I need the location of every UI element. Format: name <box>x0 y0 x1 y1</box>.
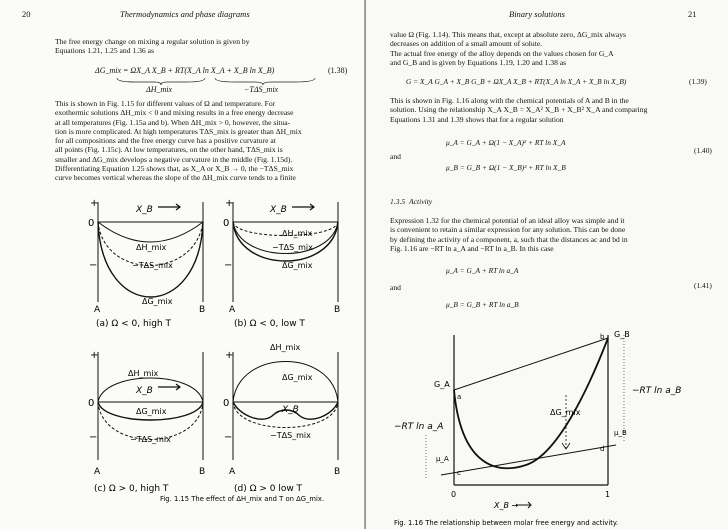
panel-b-gmix-label: ΔG_mix <box>282 261 313 270</box>
label-gmix: ΔG_mix <box>550 408 581 417</box>
text-line: solution. Using the relationship X_A X_B = X_A² X_B + X_B² X_A and comparing <box>390 105 648 115</box>
panel-c-plus: + <box>90 350 99 361</box>
text-line: smaller and ΔG_mix develops a negative curvature in the middle (Fig. 1.15d). <box>55 154 293 164</box>
label-d: d <box>600 445 605 453</box>
right-page <box>366 0 728 529</box>
equation-1-40-b: μ_B = G_B + Ω(1 − X_B)² + RT ln X_B <box>446 163 566 172</box>
label-rtlna-a: −RT ln a_A <box>394 422 444 432</box>
panel-a-label-b: B <box>199 305 206 315</box>
text-line: by defining the activity of a component, a, such that the distances ac and bd in <box>390 234 628 244</box>
free-energy-curve <box>454 338 608 468</box>
paragraph-2 <box>390 96 720 124</box>
panel-a-arrow <box>158 204 180 210</box>
panel-a-plus: + <box>90 198 99 209</box>
label-mub: μ_B <box>614 429 627 437</box>
text-line: Equations 1.21, 1.25 and 1.36 as <box>55 46 154 56</box>
panel-a-minus: − <box>89 260 98 271</box>
figure-1-15 <box>0 190 366 529</box>
and-text: and <box>390 283 401 292</box>
running-head-right: Binary solutions <box>509 9 565 19</box>
panel-d-xb: X_B <box>282 405 299 415</box>
text-line: Differentiating Equation 1.25 shows that, as X_A or X_B → 0, the −TΔS_mix <box>55 163 294 173</box>
panel-c-gmix-label: ΔG_mix <box>136 407 167 416</box>
tangent-line <box>441 445 616 475</box>
panel-c-minus: − <box>89 432 98 443</box>
panel-b-tds-label: −TΔS_mix <box>272 243 313 252</box>
panel-a-zero: 0 <box>88 218 95 229</box>
figure-1-16-caption: Fig. 1.16 The relationship between molar free energy and activity. <box>394 519 619 527</box>
brace-label-tdsmix: −TΔS_mix <box>244 85 279 94</box>
label-a: a <box>457 393 462 401</box>
panel-b-label-a: A <box>229 305 236 315</box>
panel-d-label-a: A <box>229 467 236 477</box>
panel-c-hmix-label: ΔH_mix <box>128 369 159 378</box>
panel-d-caption: (d) Ω > 0 low T <box>234 484 303 494</box>
label-rtlna-b: −RT ln a_B <box>632 386 682 396</box>
panel-b-plus: + <box>225 198 234 209</box>
equation-number: (1.40) <box>694 146 712 155</box>
text-line: at all temperatures (Fig. 1.15a and b). When ΔH_mix > 0, however, the situa- <box>55 117 291 127</box>
panel-b-hmix-label: ΔH_mix <box>282 229 313 238</box>
equation-number: (1.38) <box>328 66 348 75</box>
page-number-right: 21 <box>688 9 697 19</box>
text-line: The actual free energy of the alloy depends on the values chosen for G_A <box>390 48 614 58</box>
panel-a-label-a: A <box>94 305 101 315</box>
panel-b-gmix-curve <box>233 222 338 261</box>
text-line: value Ω (Fig. 1.14). This means that, except at absolute zero, ΔG_mix always <box>390 30 626 39</box>
equation-1-41-a: μ_A = G_A + RT ln a_A <box>446 266 519 275</box>
running-head-left: Thermodynamics and phase diagrams <box>120 9 250 19</box>
text-line: decreases on addition of a small amount of solute. <box>390 39 543 49</box>
figure-1-15-caption: Fig. 1.15 The effect of ΔH_mix and T on ΔG_mix. <box>160 495 325 503</box>
panel-a-gmix-label: ΔG_mix <box>142 297 173 306</box>
panel-b-caption: (b) Ω < 0, low T <box>234 319 305 329</box>
panel-d-zero: 0 <box>223 398 230 409</box>
section-title: Activity <box>408 197 433 206</box>
panel-a-gmix-curve <box>98 222 203 297</box>
panel-d-hmix-label: ΔH_mix <box>270 343 301 352</box>
panel-c-xb: X_B <box>136 386 153 396</box>
label-gb: G_B <box>614 330 630 339</box>
label-c: c <box>457 469 461 477</box>
label-one: 1 <box>605 490 611 499</box>
figure-1-16 <box>366 325 728 529</box>
equation-number: (1.39) <box>689 77 707 86</box>
panel-a-hmix-curve <box>98 222 203 242</box>
text-line: for all compositions and the free energy curve has a positive curvature at <box>55 136 276 145</box>
text-line: all points (Fig. 1.15c). At low temperatures, on the other hand, TΔS_mix is <box>55 145 283 155</box>
panel-a-tds-label: −TΔS_mix <box>132 261 173 270</box>
panel-b-zero: 0 <box>223 218 230 229</box>
text-line: tion is more complicated. At high temperatures TΔS_mix is greater than ΔH_mix <box>55 126 302 136</box>
panel-d-gmix-label: ΔG_mix <box>282 373 313 382</box>
panel-a-xb: X_B <box>136 205 153 215</box>
panel-d-tds-label: −TΔS_mix <box>270 431 311 440</box>
panel-b-xb: X_B <box>270 205 287 215</box>
and-text: and <box>390 152 401 161</box>
xb-arrow <box>516 502 531 508</box>
body-paragraph <box>55 99 353 182</box>
brace-label-dhmix: ΔH_mix <box>146 85 173 94</box>
paragraph-3 <box>390 216 720 253</box>
text-line: Equations 1.31 and 1.39 shows that for a regular solution <box>390 114 564 124</box>
label-zero: 0 <box>451 490 457 499</box>
panel-b-label-b: B <box>334 305 341 315</box>
text-line: curve becomes vertical whereas the slope of the ΔH_mix curve tends to a finite <box>55 173 296 182</box>
text-line: Fig. 1.16 are −RT ln a_A and −RT ln a_B. In this case <box>390 243 554 253</box>
panel-d-label-b: B <box>334 467 341 477</box>
intro-paragraph <box>55 37 353 56</box>
equation-1-39: G = X_A G_A + X_B G_B + ΩX_A X_B + RT(X_A ln X_A + X_B ln X_B) <box>406 77 627 86</box>
equation-number: (1.41) <box>694 281 712 290</box>
panel-a-caption: (a) Ω < 0, high T <box>96 319 171 329</box>
label-ga: G_A <box>434 380 450 389</box>
panel-c-zero: 0 <box>88 398 95 409</box>
section-heading <box>390 197 432 206</box>
equation-1-41-b: μ_B = G_B + RT ln a_B <box>446 300 519 309</box>
equation-1-38: ΔG_mix = ΩX_A X_B + RT(X_A ln X_A + X_B ln X_B) <box>95 66 275 75</box>
equation-underbrace <box>95 76 325 86</box>
panel-a-hmix-label: ΔH_mix <box>136 243 167 252</box>
label-mua: μ_A <box>436 455 449 463</box>
section-number: 1.3.5 <box>390 197 406 206</box>
panel-b-minus: − <box>224 260 233 271</box>
text-line: exothermic solutions ΔH_mix < 0 and mixing results in a free energy decrease <box>55 108 294 118</box>
text-line: This is shown in Fig. 1.15 for different values of Ω and temperature. For <box>55 99 276 108</box>
gagb-line <box>454 338 608 390</box>
panel-c-label-b: B <box>199 467 206 477</box>
text-line: and G_B and is given by Equations 1.19, 1.20 and 1.38 as <box>390 57 567 67</box>
panel-c-tds-label: −TΔS_mix <box>130 435 171 444</box>
panel-d-minus: − <box>224 432 233 443</box>
text-line: is convenient to retain a similar expression for any solution. This can be done <box>390 225 626 235</box>
panel-b-arrow <box>292 204 314 210</box>
panel-c-caption: (c) Ω > 0, high T <box>94 484 169 494</box>
page-number-left: 20 <box>22 9 31 19</box>
text-line: This is shown in Fig. 1.16 along with the chemical potentials of A and B in the <box>390 96 629 105</box>
text-line: The free energy change on mixing a regular solution is given by <box>55 37 250 46</box>
panel-c-label-a: A <box>94 467 101 477</box>
paragraph-1 <box>390 30 720 67</box>
label-b: b <box>600 333 605 341</box>
equation-1-40-a: μ_A = G_A + Ω(1 − X_A)² + RT ln X_A <box>446 138 566 147</box>
panel-c-arrow <box>158 384 180 390</box>
panel-d-plus: + <box>225 350 234 361</box>
text-line: Expression 1.32 for the chemical potential of an ideal alloy was simple and it <box>390 216 625 225</box>
label-xb: X_B → <box>494 501 519 510</box>
